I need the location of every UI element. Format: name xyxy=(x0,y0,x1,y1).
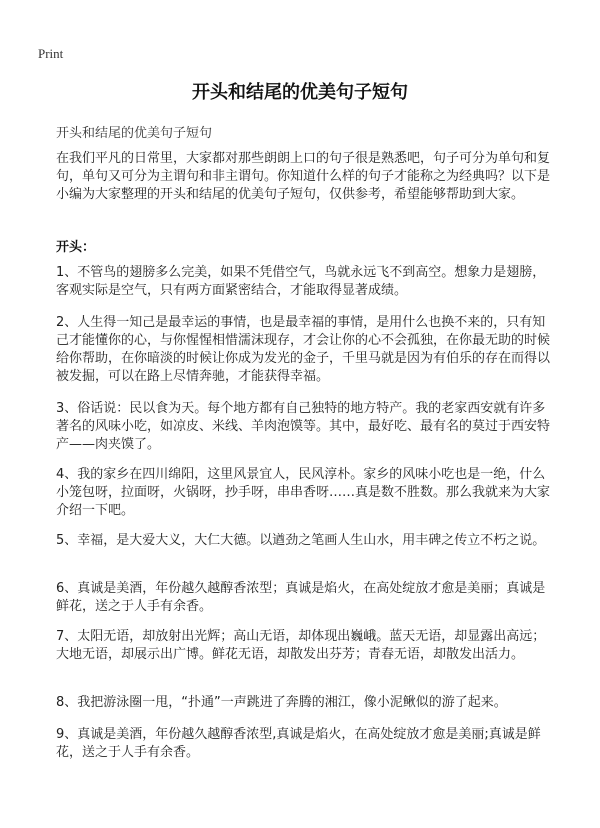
list-item: 1、不管鸟的翅膀多么完美，如果不凭借空气，鸟就永远飞不到高空。想象力是翅膀，客观实际是空气，只有两方面紧密结合，才能取得显著成绩。 xyxy=(56,265,546,298)
list-item: 6、真诚是美酒，年份越久越醇香浓型；真诚是焰火，在高处绽放才愈是美丽；真诚是鲜花，送之于人手有余香。 xyxy=(56,581,546,614)
page-title: 开头和结尾的优美句子短句 xyxy=(192,82,408,103)
section-heading: 开头： xyxy=(56,240,96,255)
list-item: 7、太阳无语，却放射出光辉；高山无语，却体现出巍峨。蓝天无语，却显露出高远；大地无语，却展示出广博。鲜花无语，却散发出芬芳；青春无语，却散发出活力。 xyxy=(56,629,546,662)
list-item: 5、幸福，是大爱大义，大仁大德。以遒劲之笔画人生山水，用丰碑之传立不朽之说。 xyxy=(56,533,546,548)
list-item: 2、人生得一知己是最幸运的事情，也是最幸福的事情，是用什么也换不来的，只有知己才能懂你的心，与你惺惺相惜濡沫现存，才会让你的心不会孤独，在你最无助的时候给你帮助，在你暗淡的时候让你成为发光的金子，千里马就是因为有伯乐的存在而得以被发掘，可以在路上尽情奔驰，才能获得幸福。 xyxy=(56,315,551,384)
list-item: 9、真诚是美酒，年份越久越醇香浓型,真诚是焰火，在高处绽放才愈是美丽;真诚是鲜花，送之于人手有余香。 xyxy=(56,727,541,760)
list-item: 8、我把游泳圈一甩，“扑通”一声跳进了奔腾的湘江，像小泥鳅似的游了起来。 xyxy=(56,695,507,710)
article-subtitle: 开头和结尾的优美句子短句 xyxy=(56,126,213,141)
list-item: 3、俗话说：民以食为天。每个地方都有自己独特的地方特产。我的老家西安就有许多著名的风味小吃，如凉皮、米线、羊肉泡馍等。其中，最好吃、最有名的莫过于西安特产——肉夹馍了。 xyxy=(56,401,551,452)
list-item: 4、我的家乡在四川绵阳，这里风景宜人，民风淳朴。家乡的风味小吃也是一绝，什么小笼包呀，拉面呀，火锅呀，抄手呀，串串香呀……真是数不胜数。那么我就来为大家介绍一下吧。 xyxy=(56,467,551,518)
intro-paragraph: 在我们平凡的日常里，大家都对那些朗朗上口的句子很是熟悉吧，句子可分为单句和复句，单句又可分为主谓句和非主谓句。你知道什么样的句子才能称之为经典吗？以下是小编为大家整理的开头和结尾的优美句子短句，仅供参考，希望能够帮助到大家。 xyxy=(56,151,551,202)
print-link[interactable]: Print xyxy=(38,46,64,61)
